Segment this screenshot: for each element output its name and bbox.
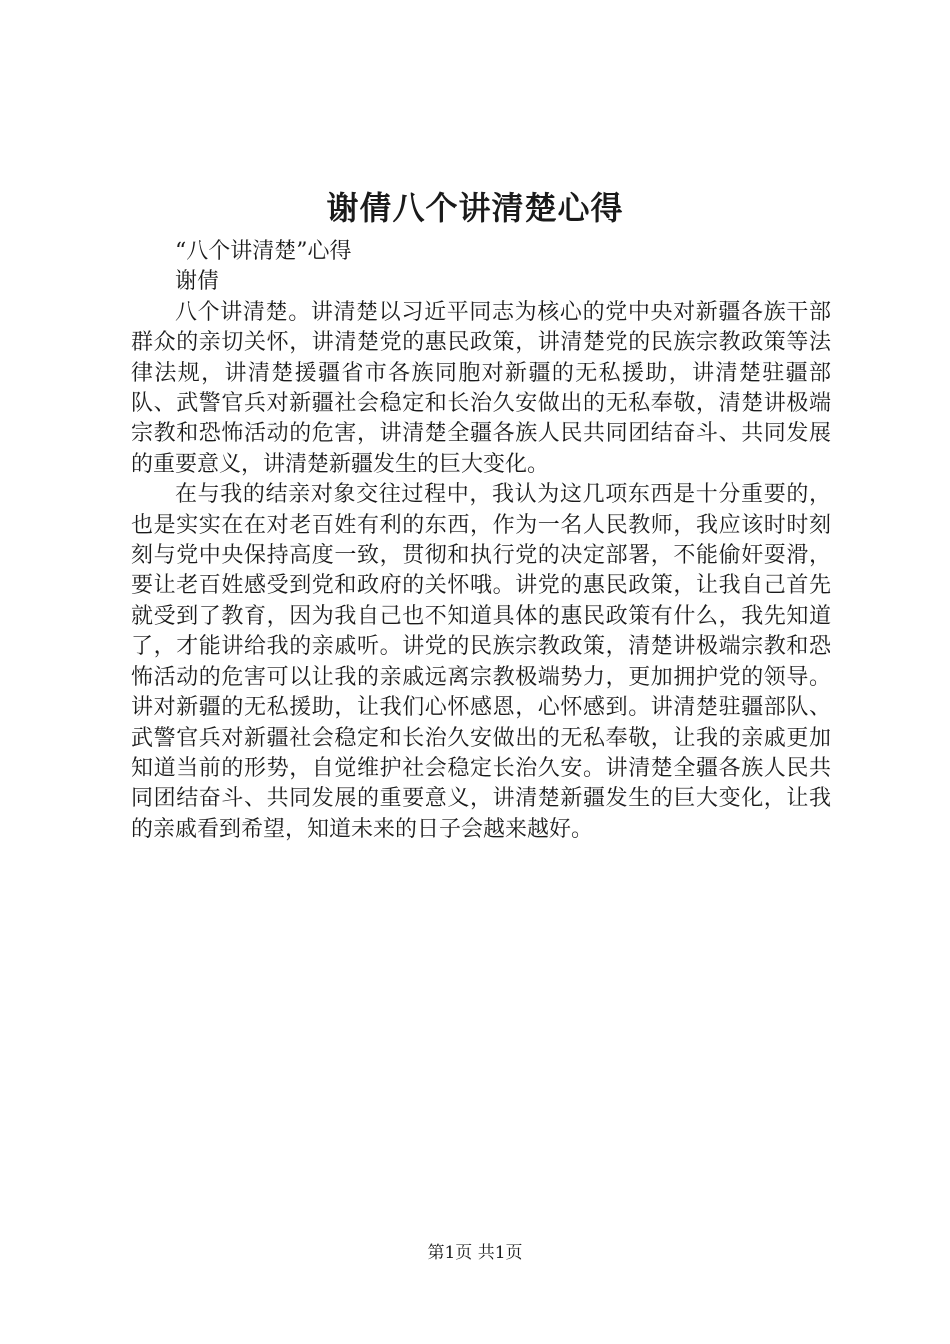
paragraph-2: 在与我的结亲对象交往过程中，我认为这几项东西是十分重要的，也是实实在在对老百姓有利的东西，作为一名人民教师，我应该时时刻刻与党中央保持高度一致，贯彻和执行党的决定部署，不能偷奸耍滑，要让老百姓感受到党和政府的关怀哦。讲党的惠民政策，让我自己首先就受到了教育，因为我自己也不知道具体的惠民政策有什么，我先知道了，才能讲给我的亲戚听。讲党的民族宗教政策，清楚讲极端宗教和恐怖活动的危害可以让我的亲戚远离宗教极端势力，更加拥护党的领导。讲对新疆的无私援助，让我们心怀感恩，心怀感到。讲清楚驻疆部队、武警官兵对新疆社会稳定和长治久安做出的无私奉敬，让我的亲戚更加知道当前的形势，自觉维护社会稳定长治久安。讲清楚全疆各族人民共同团结奋斗、共同发展的重要意义，讲清楚新疆发生的巨大变化，让我的亲戚看到希望，知道未来的日子会越来越好。	[131, 482, 831, 842]
document-body	[131, 237, 831, 845]
document-subtitle: “八个讲清楚”心得	[175, 239, 352, 264]
paragraph-1: 八个讲清楚。讲清楚以习近平同志为核心的党中央对新疆各族干部群众的亲切关怀，讲清楚党的惠民政策，讲清楚党的民族宗教政策等法律法规，讲清楚援疆省市各族同胞对新疆的无私援助，讲清楚驻疆部队、武警官兵对新疆社会稳定和长治久安做出的无私奉敬，清楚讲极端宗教和恐怖活动的危害，讲清楚全疆各族人民共同团结奋斗、共同发展的重要意义，讲清楚新疆发生的巨大变化。	[131, 299, 831, 477]
document-title: 谢倩八个讲清楚心得	[326, 189, 624, 227]
document-author: 谢倩	[175, 269, 220, 295]
page-footer: 第1页 共1页	[427, 1243, 523, 1263]
